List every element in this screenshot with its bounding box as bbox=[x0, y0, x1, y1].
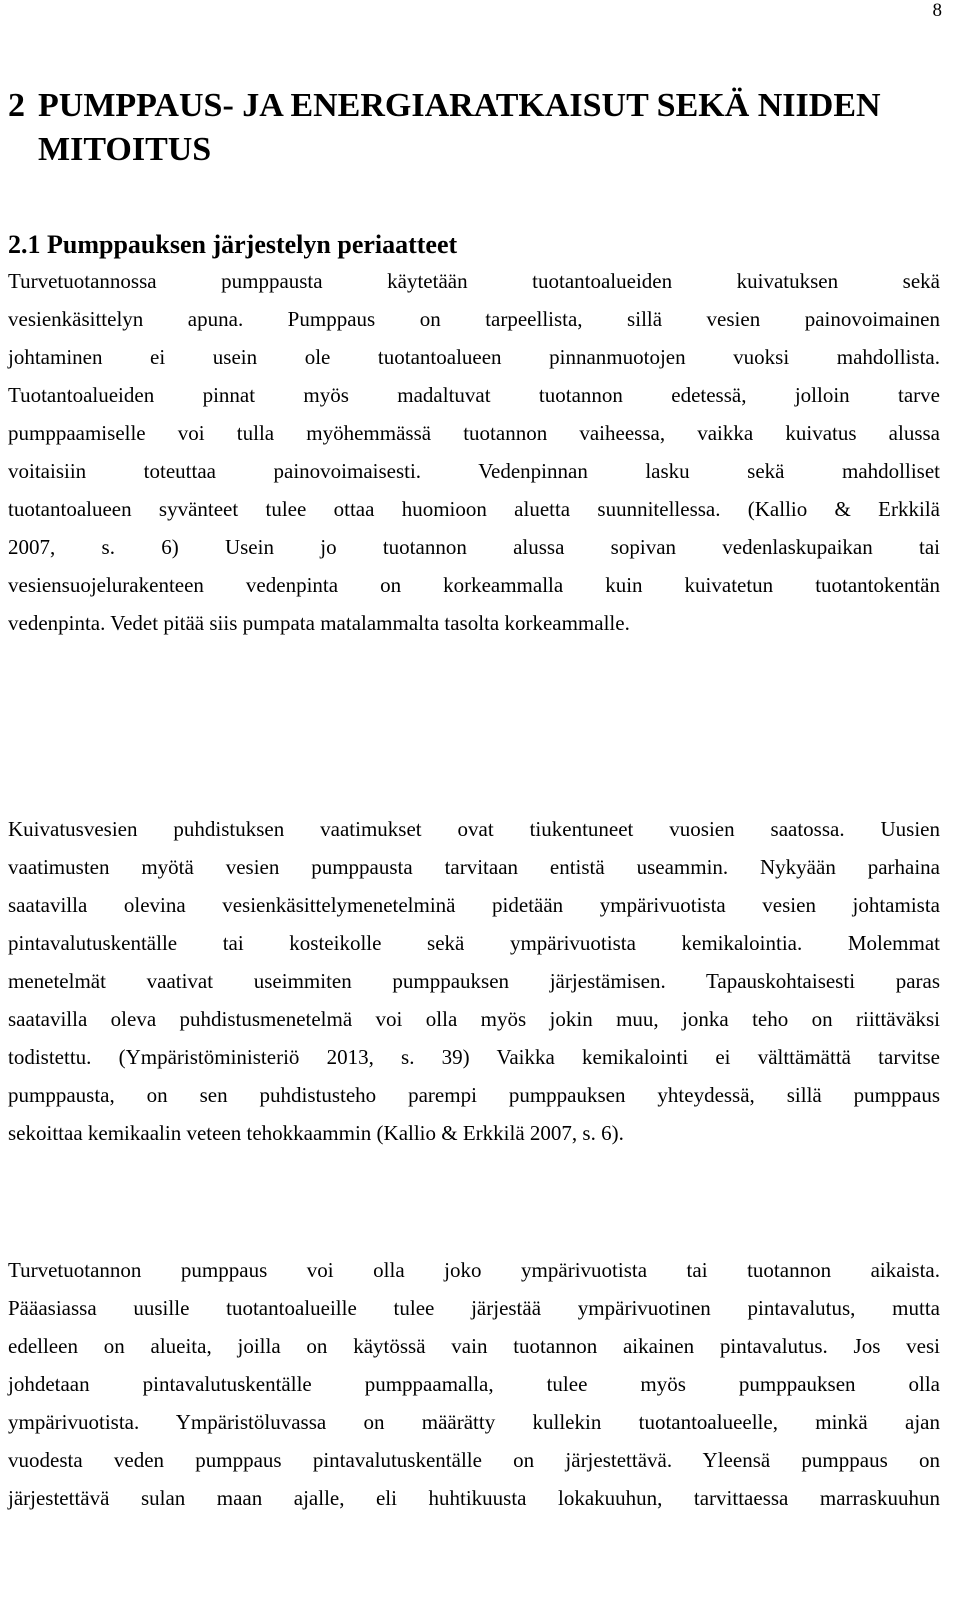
paragraph-line: vesienkäsittelyn apuna. Pumppaus on tarpeellista, sillä vesien painovoimainen bbox=[8, 307, 940, 331]
paragraph-line: johdetaan pintavalutuskentälle pumppaamalla, tulee myös pumppauksen olla bbox=[8, 1372, 940, 1396]
paragraph-line: sekoittaa kemikaalin veteen tehokkaammin (Kallio & Erkkilä 2007, s. 6). bbox=[8, 1121, 624, 1145]
paragraph-line: 2007, s. 6) Usein jo tuotannon alussa sopivan vedenlaskupaikan tai bbox=[8, 535, 940, 559]
paragraph-line: saatavilla olevina vesienkäsittelymenetelminä pidetään ympärivuotista vesien johtamista bbox=[8, 893, 940, 917]
paragraph-line: Kuivatusvesien puhdistuksen vaatimukset ovat tiukentuneet vuosien saatossa. Uusien bbox=[8, 817, 940, 841]
chapter-number: 2 bbox=[8, 87, 25, 124]
paragraph-line: edelleen on alueita, joilla on käytössä vain tuotannon aikainen pintavalutus. Jos vesi bbox=[8, 1334, 940, 1358]
paragraph-line: vedenpinta. Vedet pitää siis pumpata matalammalta tasolta korkeammalle. bbox=[8, 611, 630, 635]
page-number: 8 bbox=[932, 0, 942, 21]
paragraph-line: vesiensuojelurakenteen vedenpinta on korkeammalla kuin kuivatetun tuotantokentän bbox=[8, 573, 940, 597]
section-title: 2.1 Pumppauksen järjestelyn periaatteet bbox=[8, 230, 458, 259]
paragraph-line: Turvetuotannon pumppaus voi olla joko ympärivuotista tai tuotannon aikaista. bbox=[8, 1258, 940, 1282]
paragraph-3 bbox=[8, 1251, 940, 1517]
paragraph-line: Turvetuotannossa pumppausta käytetään tuotantoalueiden kuivatuksen sekä bbox=[8, 269, 940, 293]
paragraph-line: pumppausta, on sen puhdistusteho parempi pumppauksen yhteydessä, sillä pumppaus bbox=[8, 1083, 940, 1107]
paragraph-line: Tuotantoalueiden pinnat myös madaltuvat tuotannon edetessä, jolloin tarve bbox=[8, 383, 940, 407]
paragraph-line: järjestettävä sulan maan ajalle, eli huhtikuusta lokakuuhun, tarvittaessa marraskuuhun bbox=[8, 1486, 940, 1510]
paragraph-line: voitaisiin toteuttaa painovoimaisesti. Vedenpinnan lasku sekä mahdolliset bbox=[8, 459, 940, 483]
chapter-title bbox=[8, 84, 948, 172]
paragraph-line: Pääasiassa uusille tuotantoalueille tulee järjestää ympärivuotinen pintavalutus, mutta bbox=[8, 1296, 940, 1320]
paragraph-line: ympärivuotista. Ympäristöluvassa on määrätty kullekin tuotantoalueelle, minkä ajan bbox=[8, 1410, 940, 1434]
paragraph-line: pintavalutuskentälle tai kosteikolle sekä ympärivuotista kemikalointia. Molemmat bbox=[8, 931, 940, 955]
paragraph-line: pumppaamiselle voi tulla myöhemmässä tuotannon vaiheessa, vaikka kuivatus alussa bbox=[8, 421, 940, 445]
paragraph-line: tuotantoalueen syvänteet tulee ottaa huomioon aluetta suunnitellessa. (Kallio & Erkkilä bbox=[8, 497, 940, 521]
paragraph-line: todistettu. (Ympäristöministeriö 2013, s. 39) Vaikka kemikalointi ei välttämättä tarvitse bbox=[8, 1045, 940, 1069]
paragraph-line: saatavilla oleva puhdistusmenetelmä voi olla myös jokin muu, jonka teho on riittäväksi bbox=[8, 1007, 940, 1031]
paragraph-line: vaatimusten myötä vesien pumppausta tarvitaan entistä useammin. Nykyään parhaina bbox=[8, 855, 940, 879]
paragraph-line: vuodesta veden pumppaus pintavalutuskentälle on järjestettävä. Yleensä pumppaus on bbox=[8, 1448, 940, 1472]
paragraph-line: johtaminen ei usein ole tuotantoalueen pinnanmuotojen vuoksi mahdollista. bbox=[8, 345, 940, 369]
paragraph-1 bbox=[8, 262, 940, 642]
chapter-title-line-1: PUMPPAUS- JA ENERGIARATKAISUT SEKÄ NIIDEN bbox=[38, 87, 881, 124]
paragraph-line: menetelmät vaativat useimmiten pumppauksen järjestämisen. Tapauskohtaisesti paras bbox=[8, 969, 940, 993]
paragraph-2 bbox=[8, 810, 940, 1152]
chapter-title-line-2: MITOITUS bbox=[38, 131, 212, 168]
